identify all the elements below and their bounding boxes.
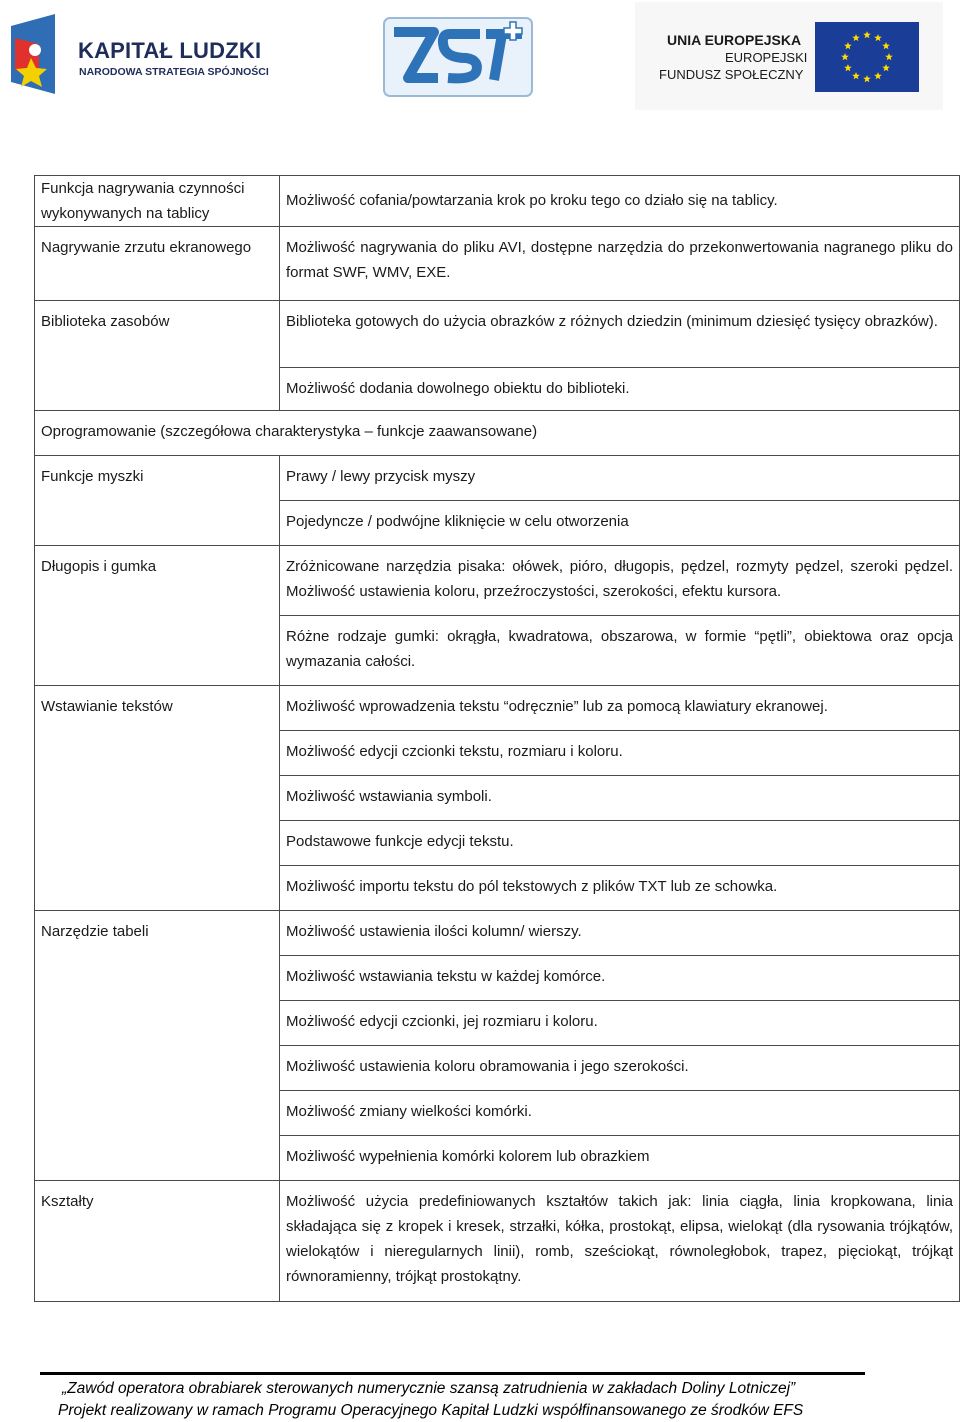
row-value: Możliwość edycji czcionki tekstu, rozmiaru i koloru. — [286, 743, 623, 760]
footer-divider — [40, 1372, 865, 1375]
specification-table — [34, 175, 960, 1302]
row-value: Możliwość wypełnienia komórki kolorem lub obrazkiem — [286, 1148, 650, 1165]
table-row — [35, 686, 960, 731]
row-label-shapes: Kształty — [41, 1193, 94, 1210]
row-value: Możliwość nagrywania do pliku AVI, dostępne narzędzia do przekonwertowania nagranego pliku do format SWF, WMV, EXE. — [286, 239, 953, 281]
row-value: Podstawowe funkcje edycji tekstu. — [286, 833, 514, 850]
footer-funding-note: Projekt realizowany w ramach Programu Operacyjnego Kapitał Ludzki współfinansowanego ze środków EFS — [58, 1402, 804, 1419]
table-row — [35, 546, 960, 616]
row-value: Pojedyncze / podwójne kliknięcie w celu otworzenia — [286, 513, 629, 530]
row-value: Różne rodzaje gumki: okrągła, kwadratowa, obszarowa, w formie “pętli”, obiektowa oraz opcja wymazania całości. — [286, 628, 953, 670]
row-value: Możliwość ustawienia koloru obramowania i jego szerokości. — [286, 1058, 689, 1075]
footer-project-title: „Zawód operatora obrabiarek sterowanych numerycznie szansą zatrudnienia w zakładach Doliny Lotniczej” — [62, 1380, 796, 1397]
row-value: Możliwość wprowadzenia tekstu “odręcznie” lub za pomocą klawiatury ekranowej. — [286, 698, 828, 715]
row-value: Możliwość importu tekstu do pól tekstowych z plików TXT lub ze schowka. — [286, 878, 778, 895]
table-row — [35, 911, 960, 956]
eu-flag-icon — [815, 22, 919, 92]
row-value: Możliwość dodania dowolnego obiektu do biblioteki. — [286, 380, 630, 397]
row-label-library: Biblioteka zasobów — [41, 313, 170, 330]
row-label-pen-eraser: Długopis i gumka — [41, 558, 157, 575]
row-value: Możliwość cofania/powtarzania krok po kroku tego co działo się na tablicy. — [286, 192, 778, 209]
row-label-table-tool: Narzędzie tabeli — [41, 923, 149, 940]
row-value: Możliwość zmiany wielkości komórki. — [286, 1103, 532, 1120]
row-label-screen-capture: Nagrywanie zrzutu ekranowego — [41, 239, 252, 256]
kapital-ludzki-title: KAPITAŁ LUDZKI — [78, 38, 262, 63]
table-row — [35, 456, 960, 501]
page-header — [0, 0, 960, 115]
page-footer — [40, 1372, 865, 1422]
row-value: Możliwość edycji czcionki, jej rozmiaru i koloru. — [286, 1013, 598, 1030]
row-label-mouse: Funkcje myszki — [41, 468, 144, 485]
row-value: Możliwość użycia predefiniowanych kształtów takich jak: linia ciągła, linia kropkowana, linia składająca się z kropek i kresek, strzałki, kółka, prostokąt, elipsa, wielokąt (dla rysowania trójkątów, wielokątów i nieregularnych linii), romb, sześciokąt, równoległobok, trapez, pięciokąt, trójkąt równoramienny, trójkąt prostokątny. — [286, 1193, 953, 1285]
kapital-ludzki-logo — [5, 8, 280, 100]
row-value: Możliwość wstawiania tekstu w każdej komórce. — [286, 968, 606, 985]
eu-logo — [635, 2, 943, 110]
table-row — [35, 301, 960, 368]
table-row — [35, 227, 960, 301]
kapital-ludzki-emblem-icon — [5, 8, 75, 100]
row-value: Prawy / lewy przycisk myszy — [286, 468, 476, 485]
row-value: Możliwość wstawiania symboli. — [286, 788, 492, 805]
eu-title: UNIA EUROPEJSKA — [667, 32, 802, 48]
eu-subtitle-line1: EUROPEJSKI — [725, 50, 808, 65]
section-heading-row — [35, 411, 960, 456]
table-row — [35, 176, 960, 227]
kapital-ludzki-subtitle: NARODOWA STRATEGIA SPÓJNOŚCI — [79, 66, 269, 78]
row-value: Możliwość ustawienia ilości kolumn/ wierszy. — [286, 923, 582, 940]
zst-logo — [382, 14, 534, 98]
row-value: Zróżnicowane narzędzia pisaka: ołówek, pióro, długopis, pędzel, rozmyty pędzel, szeroki pędzel. Możliwość ustawienia koloru, przeźroczystości, szerokości, efektu kursora. — [286, 558, 953, 600]
eu-subtitle-line2: FUNDUSZ SPOŁECZNY — [659, 67, 804, 82]
row-label-recording: Funkcja nagrywania czynności wykonywanych na tablicy — [41, 180, 245, 222]
section-heading: Oprogramowanie (szczegółowa charakterystyka – funkcje zaawansowane) — [41, 423, 538, 440]
row-value: Biblioteka gotowych do użycia obrazków z różnych dziedzin (minimum dziesięć tysięcy obrazków). — [286, 313, 938, 330]
row-label-text-insert: Wstawianie tekstów — [41, 698, 173, 715]
table-row — [35, 1181, 960, 1302]
